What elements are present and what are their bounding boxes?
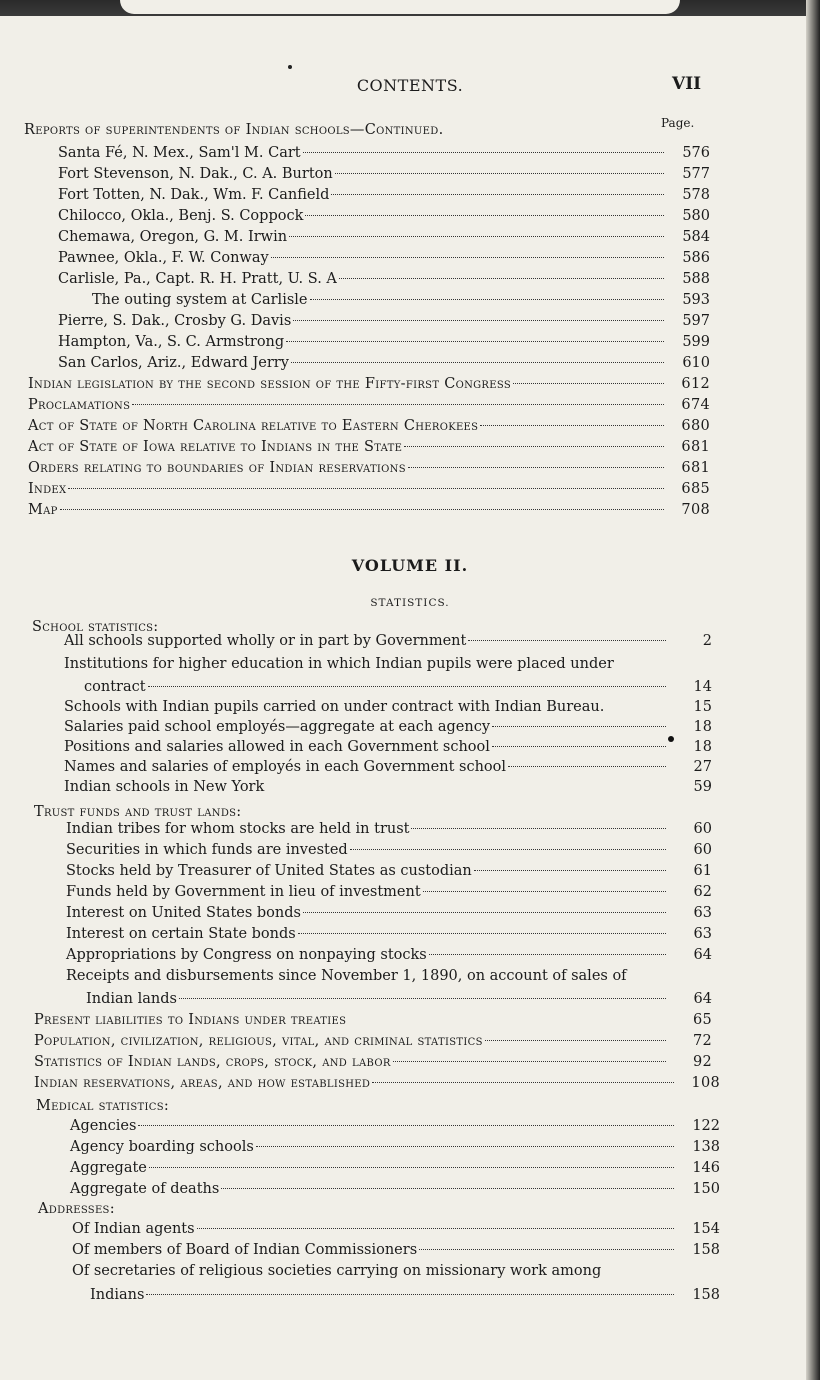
toc-entry-top: Map 708 xyxy=(28,502,710,518)
toc-entry: Appropriations by Congress on nonpaying stocks 64 xyxy=(66,947,712,963)
toc-entry: Interest on United States bonds 63 xyxy=(66,905,712,921)
toc-entry: Santa Fé, N. Mex., Sam'l M. Cart 576 xyxy=(58,145,710,161)
toc-entry: Pierre, S. Dak., Crosby G. Davis 597 xyxy=(58,313,710,329)
toc-entry: Chemawa, Oregon, G. M. Irwin 584 xyxy=(58,229,710,245)
toc-entry: Securities in which funds are invested 60 xyxy=(66,842,712,858)
toc-entry-top: Indian reservations, areas, and how established 108 xyxy=(34,1075,720,1091)
toc-entry: contract 14 xyxy=(84,679,712,695)
toc-entry: Positions and salaries allowed in each Government school 18 xyxy=(64,739,712,755)
section-heading-trust: Trust funds and trust lands: xyxy=(34,804,242,820)
toc-entry: Interest on certain State bonds 63 xyxy=(66,926,712,942)
toc-entry: Schools with Indian pupils carried on under contract with Indian Bureau. 15 xyxy=(64,699,712,715)
toc-entry: Fort Totten, N. Dak., Wm. F. Canfield 578 xyxy=(58,187,710,203)
toc-entry-top: Act of State of Iowa relative to Indians in the State 681 xyxy=(28,439,710,455)
section-heading-reports: Reports of superintendents of Indian schools—Continued. xyxy=(24,122,444,138)
toc-entry: San Carlos, Ariz., Edward Jerry 610 xyxy=(58,355,710,371)
toc-entry: Indians 158 xyxy=(90,1287,720,1303)
toc-entry-top: Orders relating to boundaries of Indian reservations 681 xyxy=(28,460,710,476)
toc-entry: All schools supported wholly or in part by Government 2 xyxy=(64,633,712,649)
volume-title: VOLUME II. xyxy=(351,556,469,575)
section-heading-school: School statistics: xyxy=(32,619,159,635)
toc-entry: Indian tribes for whom stocks are held in trust 60 xyxy=(66,821,712,837)
toc-entry-top: Present liabilities to Indians under treaties 65 xyxy=(34,1012,712,1028)
toc-entry: Carlisle, Pa., Capt. R. H. Pratt, U. S. A 588 xyxy=(58,271,710,287)
toc-entry-line: Of secretaries of religious societies carrying on missionary work among xyxy=(72,1263,602,1279)
toc-entry: Indian schools in New York 59 xyxy=(64,779,712,795)
ink-dot xyxy=(668,736,674,742)
toc-entry: Names and salaries of employés in each Government school 27 xyxy=(64,759,712,775)
toc-entry: Salaries paid school employés—aggregate at each agency 18 xyxy=(64,719,712,735)
toc-entry: Agencies 122 xyxy=(70,1118,720,1134)
toc-entry: Of Indian agents 154 xyxy=(72,1221,720,1237)
toc-entry: Hampton, Va., S. C. Armstrong 599 xyxy=(58,334,710,350)
section-heading-addresses: Addresses: xyxy=(38,1201,115,1217)
page-column-label: Page. xyxy=(661,116,695,130)
toc-entry: Indian lands 64 xyxy=(86,991,712,1007)
toc-entry-line: Institutions for higher education in which Indian pupils were placed under xyxy=(64,656,614,672)
toc-entry-top: Act of State of North Carolina relative to Eastern Cherokees 680 xyxy=(28,418,710,434)
toc-entry: Pawnee, Okla., F. W. Conway 586 xyxy=(58,250,710,266)
toc-entry-top: Indian legislation by the second session of the Fifty-first Congress 612 xyxy=(28,376,710,392)
toc-entry: Stocks held by Treasurer of United States as custodian 61 xyxy=(66,863,712,879)
page-number: VII xyxy=(672,74,702,94)
page-title: CONTENTS. xyxy=(356,76,464,95)
scan-edge-right xyxy=(806,0,820,1380)
toc-entry-line: Receipts and disbursements since November 1, 1890, on account of sales of xyxy=(66,968,627,984)
toc-entry-top: Index 685 xyxy=(28,481,710,497)
toc-entry-top: Proclamations 674 xyxy=(28,397,710,413)
toc-entry: Agency boarding schools 138 xyxy=(70,1139,720,1155)
toc-entry: Funds held by Government in lieu of investment 62 xyxy=(66,884,712,900)
toc-entry-top: Population, civilization, religious, vital, and criminal statistics 72 xyxy=(34,1033,712,1049)
volume-subtitle: STATISTICS. xyxy=(370,597,450,609)
section-heading-medical: Medical statistics: xyxy=(36,1098,170,1114)
toc-entry: Chilocco, Okla., Benj. S. Coppock 580 xyxy=(58,208,710,224)
toc-entry: Aggregate 146 xyxy=(70,1160,720,1176)
ink-speck xyxy=(288,65,292,69)
toc-entry: Of members of Board of Indian Commissioners 158 xyxy=(72,1242,720,1258)
toc-entry: The outing system at Carlisle 593 xyxy=(92,292,710,308)
toc-entry: Aggregate of deaths 150 xyxy=(70,1181,720,1197)
toc-entry-top: Statistics of Indian lands, crops, stock, and labor 92 xyxy=(34,1054,712,1070)
toc-entry: Fort Stevenson, N. Dak., C. A. Burton 577 xyxy=(58,166,710,182)
